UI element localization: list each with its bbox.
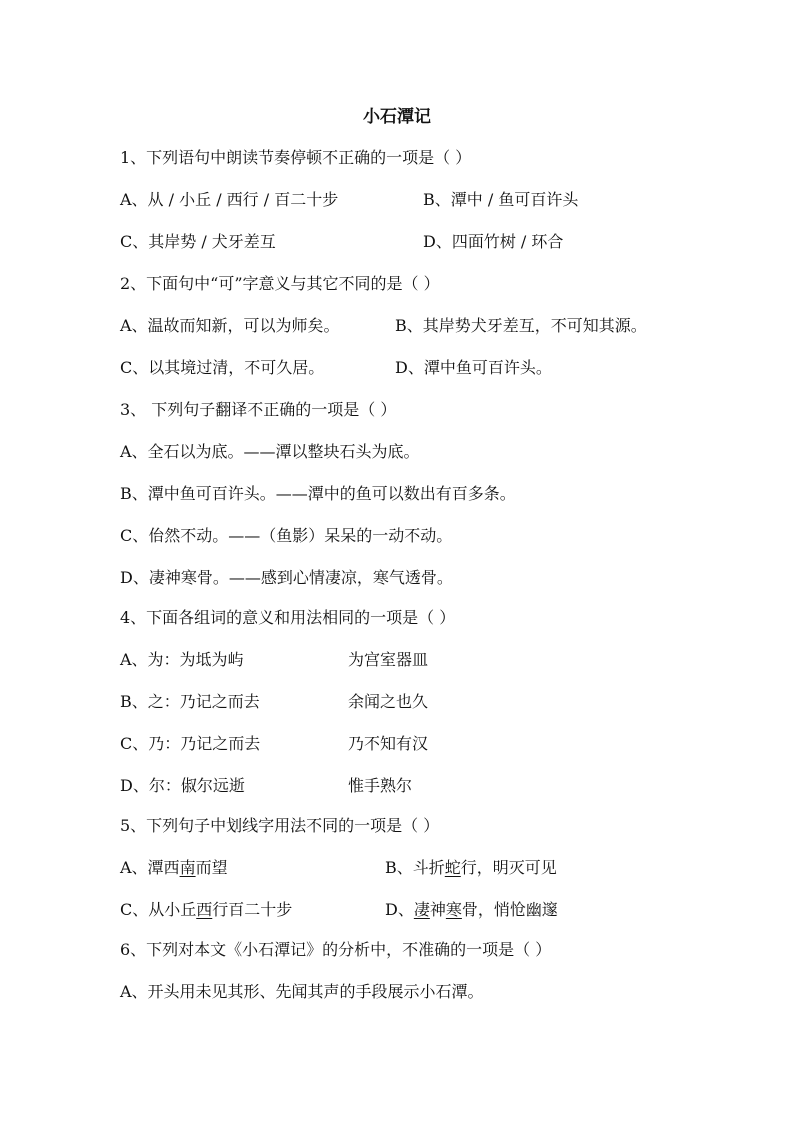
question-5-stem: 5、下列句子中划线字用法不同的一项是（ ） (120, 816, 440, 835)
question-4-option-a: A、为：为坻为屿 (120, 650, 244, 669)
question-1-option-d: D、四面竹树 / 环合 (423, 232, 564, 251)
question-4-option-d: D、尔：俶尔远逝 (120, 776, 245, 795)
question-3-stem: 3、 下列句子翻译不正确的一项是（ ） (120, 400, 397, 419)
question-4-option-c: C、乃：乃记之而去 (120, 734, 261, 753)
question-4-option-b: B、之：乃记之而去 (120, 692, 260, 711)
option-text: 骨，悄怆幽邃 (461, 900, 558, 919)
question-2-stem: 2、下面句中“可”字意义与其它不同的是（ ） (120, 274, 440, 293)
question-6-option-a: A、开头用未见其形、先闻其声的手段展示小石潭。 (120, 982, 484, 1001)
question-5-option-c (120, 899, 292, 921)
question-4-stem: 4、下面各组词的意义和用法相同的一项是（ ） (120, 608, 456, 627)
option-text: 行，明灭可见 (460, 858, 557, 877)
question-5-option-d (385, 899, 558, 921)
question-4-option-a-pair: 为宫室器皿 (348, 650, 429, 669)
question-3-option-b: B、潭中鱼可百许头。——潭中的鱼可以数出有百多条。 (120, 484, 516, 503)
question-3-option-a: A、全石以为底。——潭以整块石头为底。 (120, 442, 420, 461)
option-text: C、从小丘 (120, 900, 197, 919)
question-1-stem: 1、下列语句中朗读节奏停顿不正确的一项是（ ） (120, 148, 472, 167)
option-text: D、 (385, 900, 414, 919)
underlined-char: 西 (196, 900, 213, 919)
question-1-option-b: B、潭中 / 鱼可百许头 (423, 190, 579, 209)
question-3-option-c: C、佁然不动。——（鱼影）呆呆的一动不动。 (120, 526, 453, 545)
question-1-option-a: A、从 / 小丘 / 西行 / 百二十步 (120, 190, 339, 209)
question-6-stem: 6、下列对本文《小石潭记》的分析中，不准确的一项是（ ） (120, 940, 552, 959)
option-text: 神 (429, 900, 446, 919)
option-text: B、斗折 (385, 858, 445, 877)
question-2-option-d: D、潭中鱼可百许头。 (395, 358, 552, 377)
question-5-option-b (385, 857, 557, 879)
option-text: 而望 (195, 858, 228, 877)
option-text: A、潭西 (120, 858, 180, 877)
underlined-char: 蛇 (444, 858, 461, 877)
question-2-option-c: C、以其境过清，不可久居。 (120, 358, 325, 377)
underlined-char: 南 (179, 858, 196, 877)
underlined-char: 凄 (413, 900, 430, 919)
underlined-char: 寒 (445, 900, 462, 919)
question-1-option-c: C、其岸势 / 犬牙差互 (120, 232, 276, 251)
question-2-option-a: A、温故而知新，可以为师矣。 (120, 316, 340, 335)
question-3-option-d: D、凄神寒骨。——感到心情凄凉，寒气透骨。 (120, 568, 453, 587)
question-2-option-b: B、其岸势犬牙差互，不可知其源。 (395, 316, 647, 335)
question-5-option-a (120, 857, 228, 879)
question-4-option-c-pair: 乃不知有汉 (348, 734, 429, 753)
page-title: 小石潭记 (363, 107, 431, 127)
option-text: 行百二十步 (212, 900, 293, 919)
question-4-option-b-pair: 余闻之也久 (348, 692, 429, 711)
question-4-option-d-pair: 惟手熟尔 (348, 776, 413, 795)
